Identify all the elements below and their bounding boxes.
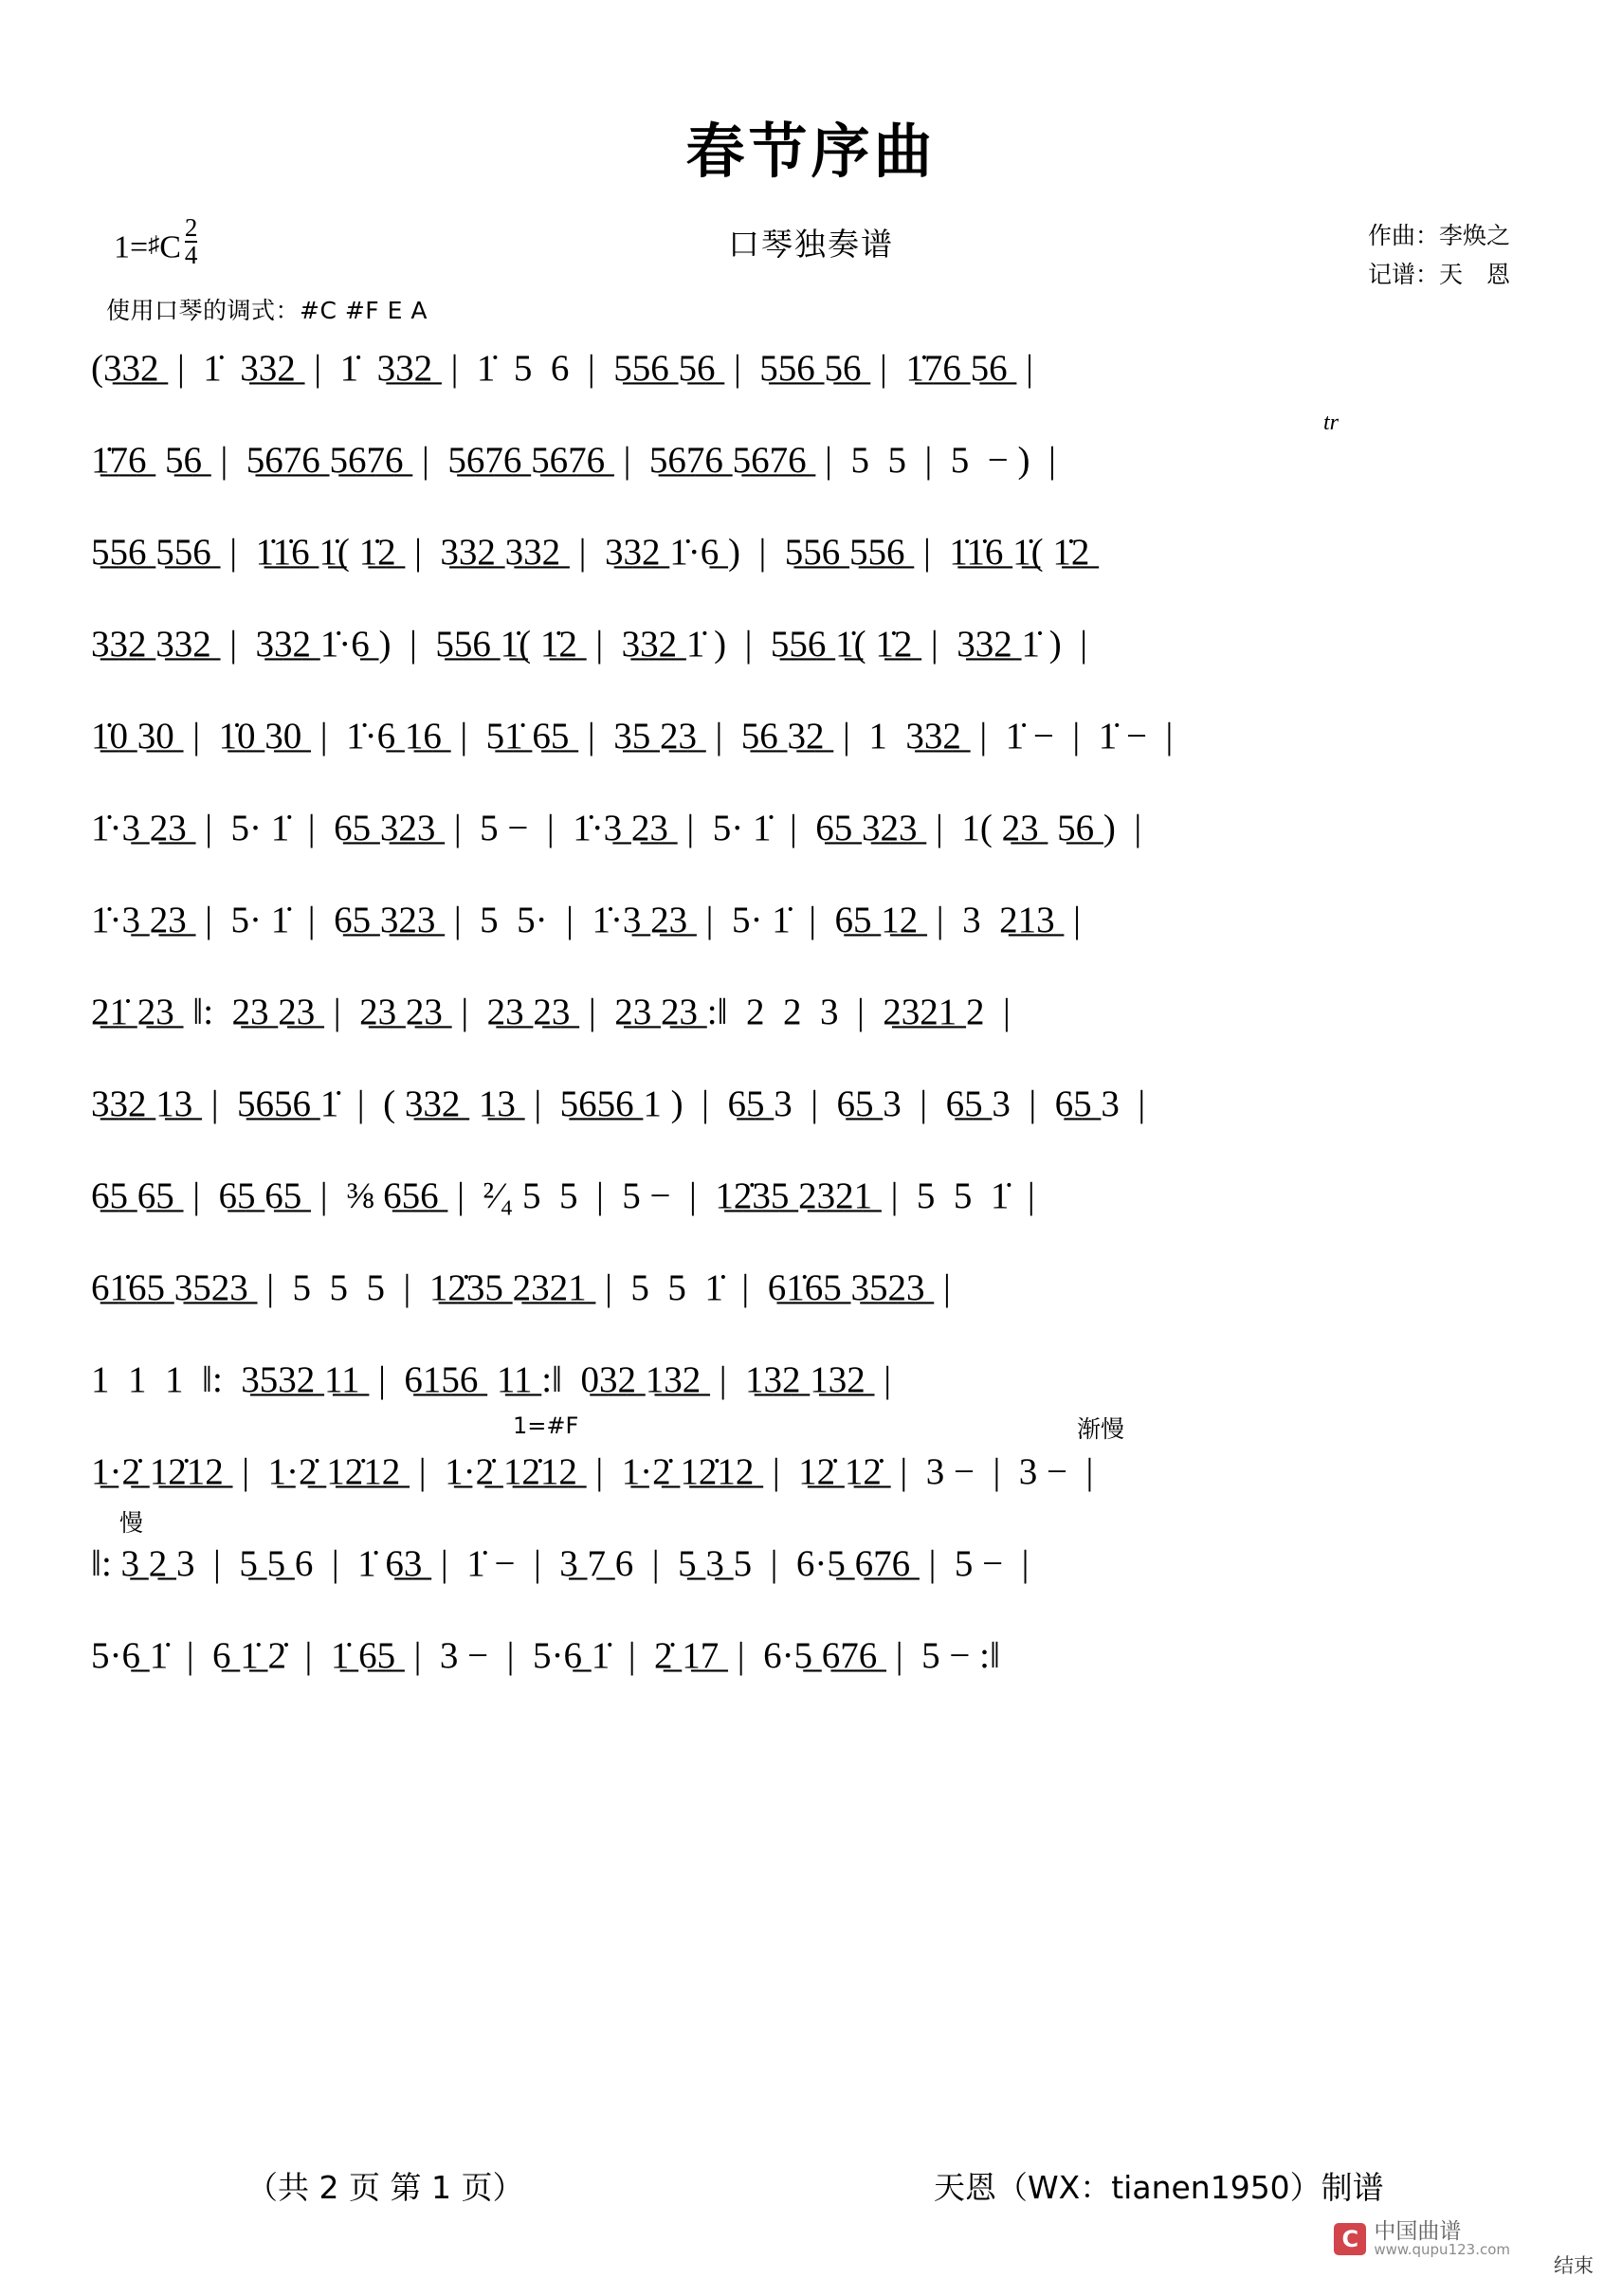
notation-line-text: 5·6̲ 1̇ | 6̲ 1̲̇ 2̇ | 1̲̇ 6̲5̲ | 3 − | 5·6̲ 1̇ | 2̲̇ 1̲7̲ | 6·5̲ 6̲7̲6̲ | 5 − :‖: [91, 1635, 1000, 1676]
notation-line-text: 1 1 1 ‖: 3̲5̲3̲2̲ 1̲1̲ | 6̲1̲5̲6̲ 1̲1̲ :‖ 0̲3̲2̲ 1̲3̲2̲ | 1̲3̲2̲ 1̲3̲2̲ |: [91, 1359, 892, 1400]
notation-line: [91, 1509, 1541, 1621]
notation-line: [91, 793, 1541, 885]
notation-line-text: 3̲3̲2̲ 3̲3̲2̲ | 3̲3̲2̲ 1̇·6̲ ) | 5̲5̲6̲ 1̲̇( 1̲̇2̲ | 3̲3̲2̲ 1̇ ) | 5̲5̲6̲ 1̲̇( 1̲̇2̲ | 3̲3̲2̲ 1̇ ) |: [91, 624, 1088, 665]
watermark: [1334, 2220, 1510, 2258]
tempo-annotation-slow: 慢: [119, 1509, 144, 1537]
notation-line-text: 1̇·3̲ 2̲3̲ | 5· 1̇ | 6̲5̲ 3̲2̲3̲ | 5 − | 1̇·3̲ 2̲3̲ | 5· 1̇ | 6̲5̲ 3̲2̲3̲ | 1( 2̲3̲ 5̲6̲ ) |: [91, 808, 1142, 848]
notation-line-text: (3̲3̲2̲ | 1̇ 3̲3̲2̲ | 1̇ 3̲3̲2̲ | 1̇ 5 6 | 5̲5̲6̲ 5̲6̲ | 5̲5̲6̲ 5̲6̲ | 1̲̇7̲6̲ 5̲6̲ |: [91, 348, 1033, 389]
notation-line: [91, 1161, 1541, 1253]
trill-annotation: tr: [1323, 410, 1340, 435]
composer-credit: 作曲：李焕之: [1367, 222, 1510, 249]
transcriber-credit: 记谱：天 恩: [1367, 261, 1510, 289]
transcription-credit: 天恩（WX：tianen1950）制谱: [934, 2169, 1384, 2206]
notation-line: [91, 1069, 1541, 1161]
notation-line: [91, 1345, 1541, 1437]
notation-line-text: 3̲3̲2̲ 1̲3̲ | 5̲6̲5̲6̲ 1̇ | ( 3̲3̲2̲ 1̲3̲ | 5̲6̲5̲6̲ 1 ) | 6̲5̲ 3 | 6̲5̲ 3 | 6̲5̲ 3 | 6̲5̲ 3 |: [91, 1084, 1146, 1124]
watermark-site-url: www.qupu123.com: [1374, 2241, 1510, 2259]
notation-line: [91, 702, 1541, 793]
key-change-annotation: 1=#F: [513, 1412, 579, 1439]
harmonica-key-note: 使用口琴的调式：#C #F E A: [106, 297, 428, 324]
time-signature: [184, 213, 198, 269]
notation-line-text: 1̲·2̲̇ 1̲2̲̇1̲2̲ | 1̲·2̲̇ 1̲2̲̇1̲2̲ | 1̲·2̲̇ 1̲2̲̇1̲2̲ | 1̲·2̲̇ 1̲2̲̇1̲2̲ | 1̲2̲̇ 1̲2̲̇ | 3 − | 3 − |: [91, 1451, 1094, 1492]
notation-line-text: 2̲1̲̇ 2̲3̲ ‖: 2̲3̲ 2̲3̲ | 2̲3̲ 2̲3̲ | 2̲3̲ 2̲3̲ | 2̲3̲ 2̲3̲ :‖ 2 2 3 | 2̲3̲2̲1̲ 2 |: [91, 992, 1011, 1032]
page-title: 春节序曲: [685, 117, 937, 186]
tempo-annotation-slowing: 渐慢: [1077, 1415, 1125, 1443]
notation-line-text: 5̲5̲6̲ 5̲5̲6̲ | 1̲̇1̲̇6̲ 1̲̇( 1̲̇2̲ | 3̲3̲2̲ 3̲3̲2̲ | 3̲3̲2̲ 1̇·6̲ ) | 5̲5̲6̲ 5̲5̲6̲ | 1̲̇1̲̇6̲ 1̲̇( 1̲̇2̲: [91, 532, 1090, 573]
notation-line: [91, 1253, 1541, 1345]
key-letter: C: [159, 229, 181, 265]
notation-line: [91, 518, 1541, 610]
credits-block: [1368, 216, 1510, 295]
notation-line-text: 6̲5̲ 6̲5̲ | 6̲5̲ 6̲5̲ | ⅜ 6̲5̲6̲ | ²⁄₄ 5 5 | 5 − | 1̲2̲̇3̲5̲ 2̲3̲2̲1̲ | 5 5 1̇ |: [91, 1175, 1035, 1216]
notation-line: [91, 410, 1541, 518]
notation-line: [91, 1621, 1541, 1713]
page-subtitle: 口琴独奏谱: [728, 226, 894, 263]
notation-line-text: ‖: 3̲ 2̲ 3 | 5̲ 5̲ 6 | 1̇ 6̲3̲ | 1̇ − | 3̲ 7̲ 6 | 5̲ 3̲ 5 | 6·5̲ 6̲7̲6̲ | 5 − |: [91, 1543, 1030, 1584]
watermark-logo-icon: C: [1334, 2223, 1366, 2255]
notation-line: [91, 1412, 1541, 1529]
notation-line-text: 6̲1̲̇6̲5̲ 3̲5̲2̲3̲ | 5 5 5 | 1̲2̲̇3̲5̲ 2̲3̲2̲1̲ | 5 5 1̇ | 6̲1̲̇6̲5̲ 3̲5̲2̲3̲ |: [91, 1267, 951, 1308]
end-mark-label: 结束: [1554, 2254, 1594, 2277]
notation-line-text: 1̇·3̲ 2̲3̲ | 5· 1̇ | 6̲5̲ 3̲2̲3̲ | 5 5· | 1̇·3̲ 2̲3̲ | 5· 1̇ | 6̲5̲ 1̲2̲ | 3 2̲1̲3̲ |: [91, 900, 1081, 940]
watermark-text: [1374, 2220, 1510, 2258]
notation-line: [91, 885, 1541, 977]
time-signature-denominator: 4: [184, 240, 198, 269]
notation-line: [91, 977, 1541, 1069]
watermark-site-name: 中国曲谱: [1374, 2219, 1462, 2245]
page-number-label: （共 2 页 第 1 页）: [246, 2169, 524, 2206]
notation-line-text: 1̲̇0̲ 3̲0̲ | 1̲̇0̲ 3̲0̲ | 1̇·6̲ 1̲6̲ | 5̲1̲̇ 6̲5̲ | 3̲5̲ 2̲3̲ | 5̲6̲ 3̲2̲ | 1 3̲3̲2̲ | 1̇ − | 1̇ − |: [91, 716, 1174, 756]
notation-line: [91, 610, 1541, 702]
key-signature: [114, 213, 198, 269]
music-notation-body: [91, 334, 1541, 1713]
key-sharp-symbol: ♯: [148, 232, 160, 258]
key-signature-label: 1=: [114, 229, 149, 265]
notation-line-text: 1̲̇7̲6̲ 5̲6̲ | 5̲6̲7̲6̲ 5̲6̲7̲6̲ | 5̲6̲7̲6̲ 5̲6̲7̲6̲ | 5̲6̲7̲6̲ 5̲6̲7̲6̲ | 5 5 | 5 − ) |: [91, 440, 1056, 481]
time-signature-numerator: 2: [184, 213, 198, 242]
